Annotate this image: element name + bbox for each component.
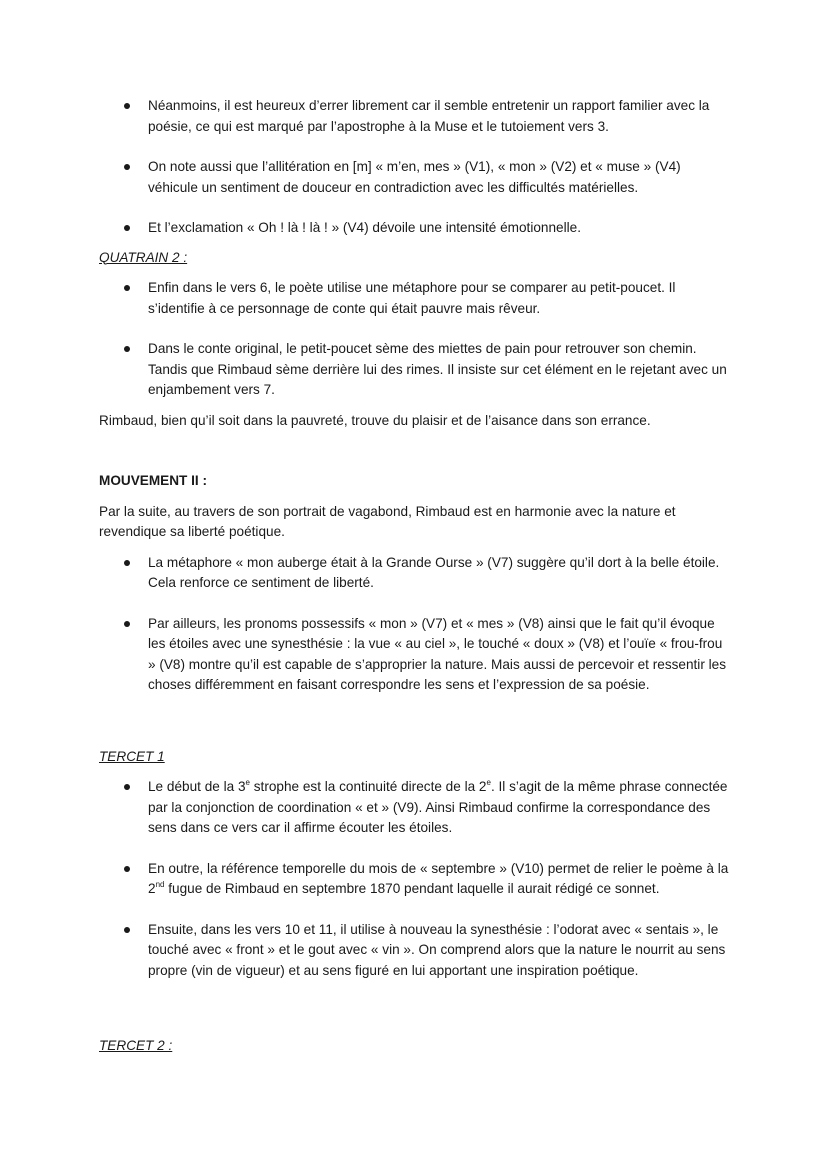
bullet-icon (124, 866, 130, 872)
bullet-icon (124, 621, 130, 627)
document-body (99, 96, 729, 1067)
list-item: En outre, la référence temporelle du mois de « septembre » (V10) permet de relier le poème à la 2nd fugue de Rimbaud en septembre 1870 pendant laquelle il aurait rédigé ce sonnet. (99, 859, 729, 900)
bullet-icon (124, 346, 130, 352)
tercet-1-bullet-list (99, 777, 729, 981)
mouvement-2-intro: Par la suite, au travers de son portrait de vagabond, Rimbaud est en harmonie avec la nature et revendique sa liberté poétique. (99, 503, 676, 539)
bullet-icon (124, 784, 130, 790)
list-item: Et l’exclamation « Oh ! là ! là ! » (V4) dévoile une intensité émotionnelle. (99, 218, 729, 239)
bullet-icon (124, 225, 130, 231)
tercet-2-heading: TERCET 2 : (99, 1038, 173, 1053)
list-item: Dans le conte original, le petit-poucet sème des miettes de pain pour retrouver son chemin. Tandis que Rimbaud sème derrière lui des rimes. Il insiste sur cet élément en le rejetant avec un enjambement vers 7. (99, 339, 729, 401)
quatrain-2-bullet-list (99, 278, 729, 401)
tercet-1-heading: TERCET 1 (99, 748, 165, 764)
mouvement-2-heading: MOUVEMENT II : (99, 473, 207, 488)
bullet-icon (124, 560, 130, 566)
list-item: Le début de la 3e strophe est la continuité directe de la 2e. Il s’agit de la même phrase connectée par la conjonction de coordination « et » (V9). Ainsi Rimbaud confirme la correspondance des sens dans ce vers car il affirme écouter les étoiles. (99, 777, 729, 839)
quatrain-2-conclusion: Rimbaud, bien qu’il soit dans la pauvreté, trouve du plaisir et de l’aisance dans son errance. (99, 412, 651, 428)
list-item: Enfin dans le vers 6, le poète utilise une métaphore pour se comparer au petit-poucet. Il s’identifie à ce personnage de conte qui était pauvre mais rêveur. (99, 278, 729, 319)
bullet-icon (124, 103, 130, 109)
list-item: Néanmoins, il est heureux d’errer librement car il semble entretenir un rapport familier avec la poésie, ce qui est marqué par l’apostrophe à la Muse et le tutoiement vers 3. (99, 96, 729, 137)
list-item: Ensuite, dans les vers 10 et 11, il utilise à nouveau la synesthésie : l’odorat avec « sentais », le touché avec « front » et le gout avec « vin ». On comprend alors que la nature le nourrit au sens propre (vin de vigueur) et au sens figuré en lui apportant une inspiration poétique. (99, 920, 729, 982)
list-item: Par ailleurs, les pronoms possessifs « mon » (V7) et « mes » (V8) ainsi que le fait qu’il évoque les étoiles avec une synesthésie : la vue « au ciel », le touché « doux » (V8) et l’ouïe « frou-frou » (V8) montre qu’il est capable de s’approprier la nature. Mais aussi de percevoir et ressentir les choses différemment en faisant correspondre les sens et l’expression de sa poésie. (99, 614, 729, 696)
intro-bullet-list (99, 96, 729, 239)
mouvement-2-bullet-list (99, 553, 729, 696)
quatrain-2-heading: QUATRAIN 2 : (99, 249, 188, 265)
bullet-icon (124, 927, 130, 933)
bullet-icon (124, 164, 130, 170)
list-item: On note aussi que l’allitération en [m] « m’en, mes » (V1), « mon » (V2) et « muse » (V4) véhicule un sentiment de douceur en contradiction avec les difficultés matérielles. (99, 157, 729, 198)
bullet-icon (124, 285, 130, 291)
list-item: La métaphore « mon auberge était à la Grande Ourse » (V7) suggère qu’il dort à la belle étoile. Cela renforce ce sentiment de liberté. (99, 553, 729, 594)
